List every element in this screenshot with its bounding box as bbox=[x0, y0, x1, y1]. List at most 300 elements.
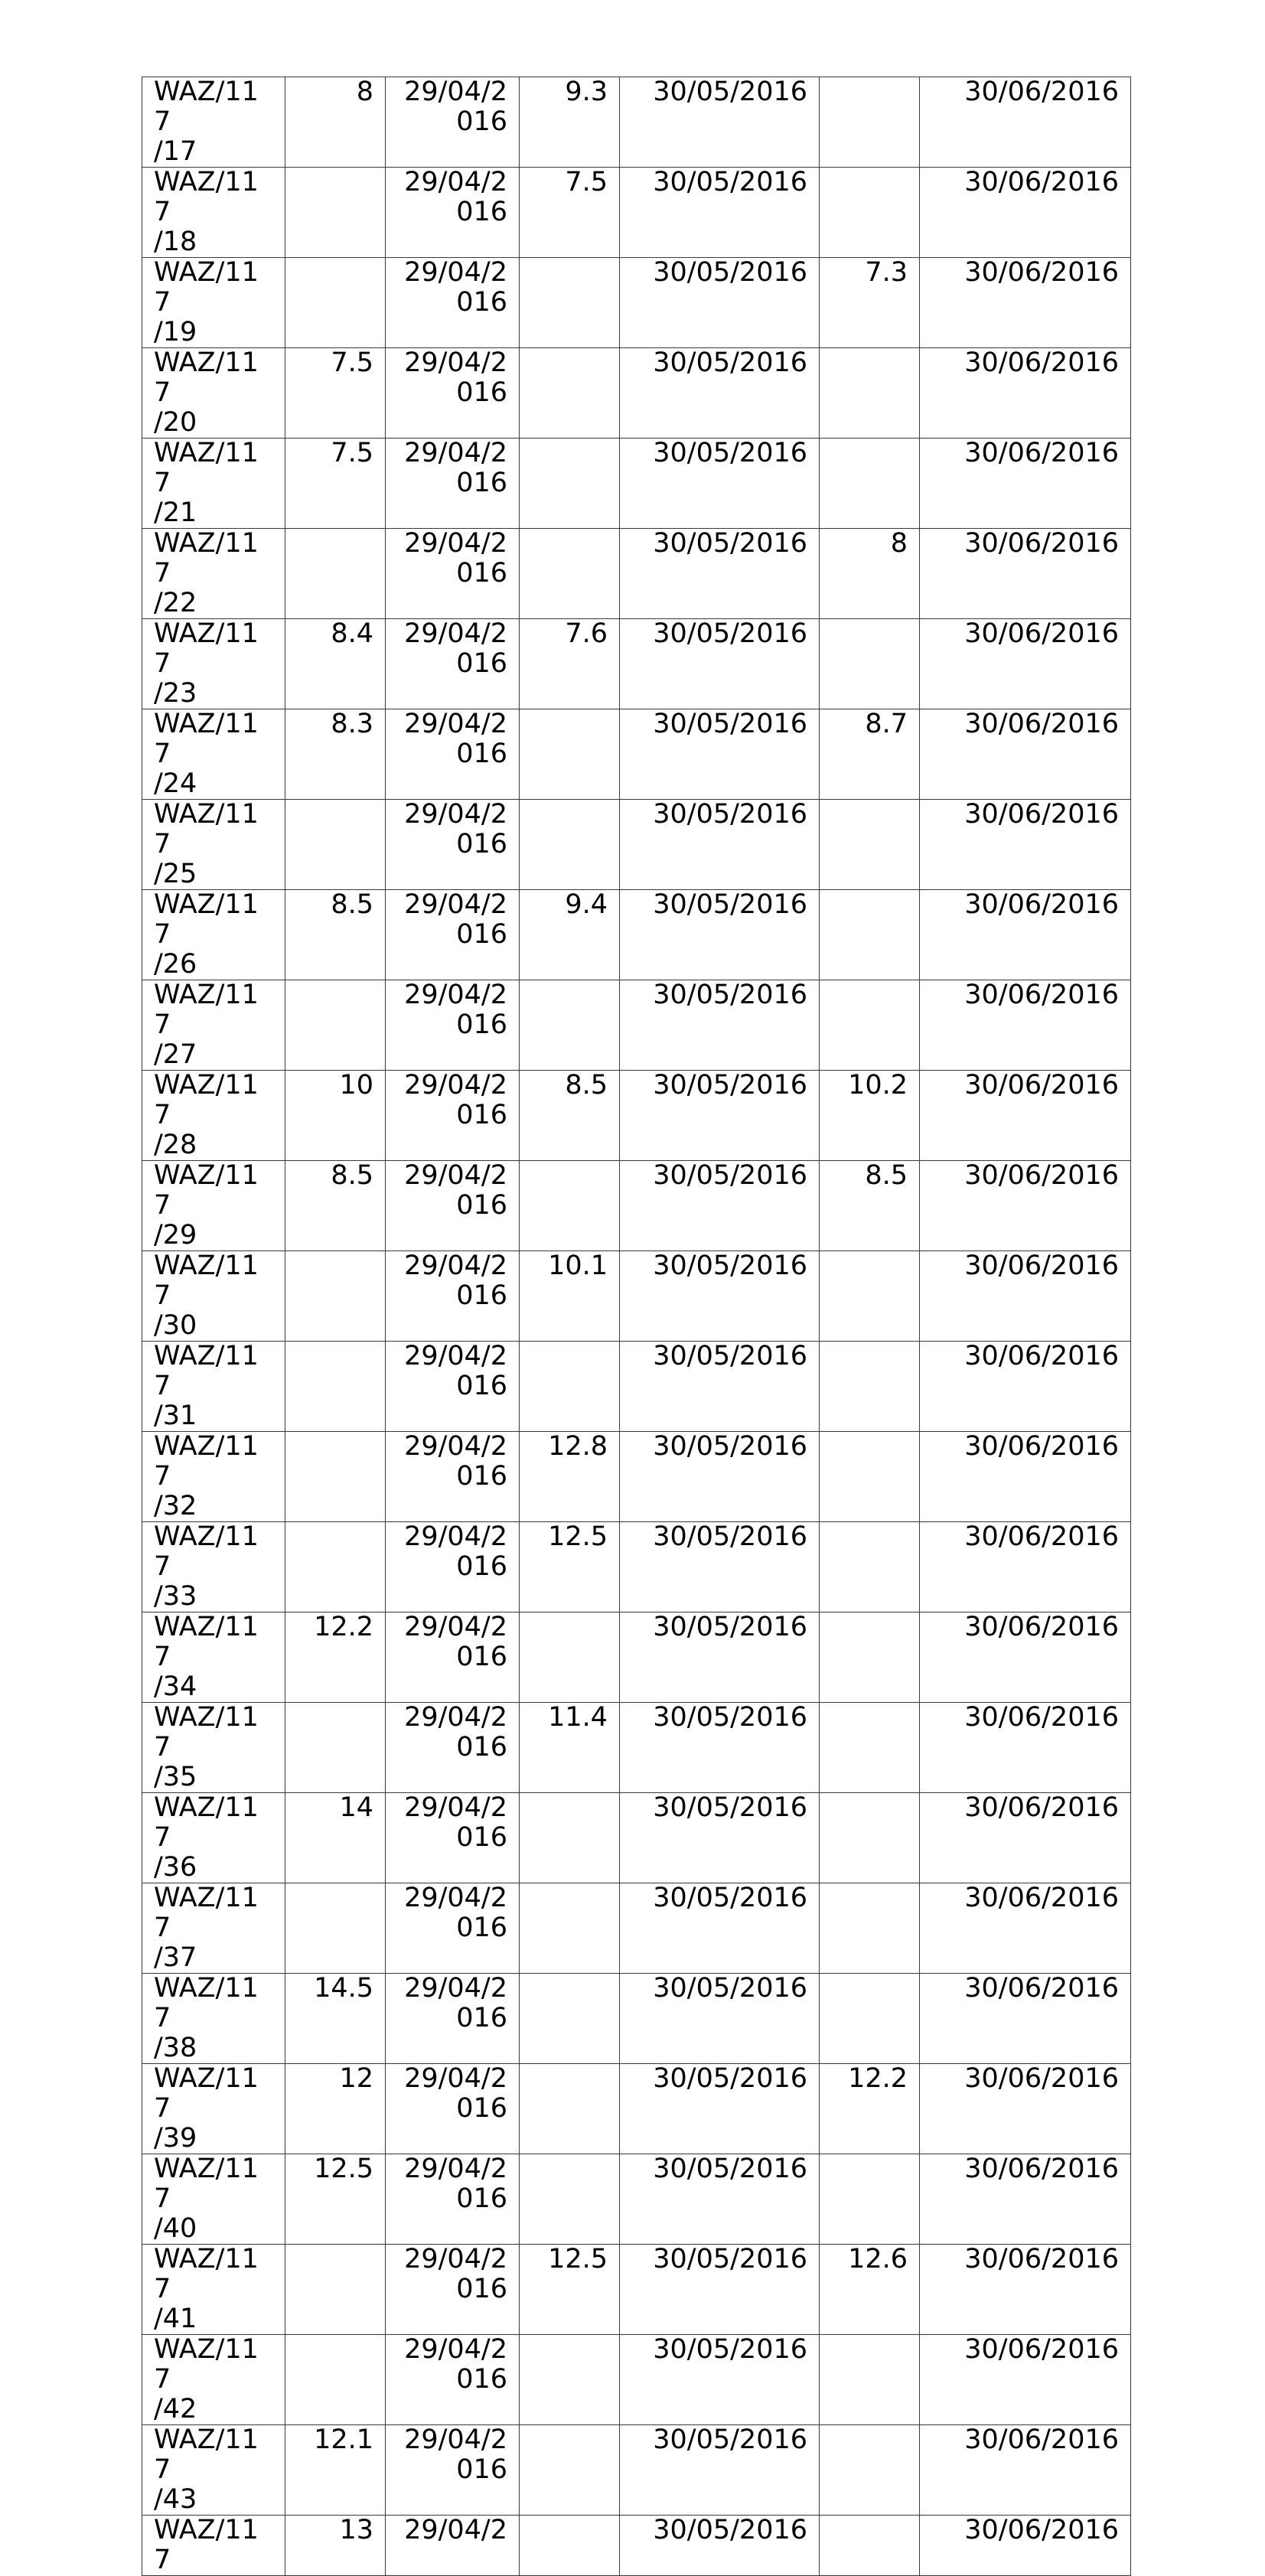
date-1-text: 29/04/2 bbox=[404, 2244, 507, 2274]
value-2-text: 10.1 bbox=[548, 1251, 608, 1281]
record-code-text: WAZ/117 bbox=[154, 257, 259, 318]
value-1-cell bbox=[285, 77, 386, 168]
value-2-cell bbox=[520, 77, 620, 168]
value-1-cell bbox=[285, 258, 386, 348]
table-row bbox=[142, 800, 1131, 890]
date-1-cell bbox=[386, 2335, 520, 2425]
value-2-cell bbox=[520, 1522, 620, 1612]
value-3-cell bbox=[820, 1432, 920, 1522]
value-3-cell bbox=[820, 348, 920, 439]
date-3-cell bbox=[920, 980, 1131, 1071]
date-3-text: 30/06/2016 bbox=[964, 2334, 1119, 2365]
record-code-cell bbox=[142, 258, 285, 348]
record-code-text: WAZ/117 bbox=[154, 1251, 259, 1311]
date-3-cell bbox=[920, 1522, 1131, 1612]
date-1-text: 29/04/2 bbox=[404, 618, 507, 649]
table-row bbox=[142, 439, 1131, 529]
date-2-text: 30/05/2016 bbox=[653, 1521, 807, 1552]
date-1-text: 29/04/2 bbox=[404, 438, 507, 468]
record-code-text: WAZ/117 bbox=[154, 2154, 259, 2214]
date-3-cell bbox=[920, 1793, 1131, 1883]
date-1-cell bbox=[386, 2064, 520, 2154]
date-1-text: 016 bbox=[456, 377, 507, 408]
value-1-cell bbox=[285, 1612, 386, 1703]
date-3-cell bbox=[920, 1703, 1131, 1793]
date-3-text: 30/06/2016 bbox=[964, 77, 1119, 107]
value-2-cell bbox=[520, 980, 620, 1071]
date-1-text: 016 bbox=[456, 1100, 507, 1130]
value-3-cell bbox=[820, 2154, 920, 2245]
date-3-cell bbox=[920, 1161, 1131, 1251]
date-1-text: 29/04/2 bbox=[404, 980, 507, 1010]
date-1-text: 29/04/2 bbox=[404, 1792, 507, 1823]
table-row bbox=[142, 1432, 1131, 1522]
record-code-text: /21 bbox=[154, 497, 197, 528]
table-row bbox=[142, 1612, 1131, 1703]
date-3-text: 30/06/2016 bbox=[964, 2244, 1119, 2274]
record-code-text: WAZ/117 bbox=[154, 1341, 259, 1401]
record-code-text: WAZ/117 bbox=[154, 1070, 259, 1130]
record-code-cell bbox=[142, 2245, 285, 2335]
record-code-text: WAZ/117 bbox=[154, 1431, 259, 1492]
date-3-cell bbox=[920, 2154, 1131, 2245]
value-1-cell bbox=[285, 1883, 386, 1974]
date-3-text: 30/06/2016 bbox=[964, 2424, 1119, 2455]
record-code-text: /20 bbox=[154, 407, 197, 438]
value-2-cell bbox=[520, 1342, 620, 1432]
record-code-cell bbox=[142, 619, 285, 709]
date-1-text: 29/04/2 bbox=[404, 709, 507, 739]
value-2-cell bbox=[520, 1703, 620, 1793]
value-2-text: 12.5 bbox=[548, 1521, 608, 1552]
record-code-text: /18 bbox=[154, 227, 197, 257]
record-code-text: WAZ/117 bbox=[154, 2515, 259, 2575]
date-2-text: 30/05/2016 bbox=[653, 1431, 807, 1462]
date-3-text: 30/06/2016 bbox=[964, 709, 1119, 739]
value-1-cell bbox=[285, 1071, 386, 1161]
record-code-text: WAZ/117 bbox=[154, 709, 259, 769]
date-1-text: 016 bbox=[456, 739, 507, 769]
date-3-text: 30/06/2016 bbox=[964, 347, 1119, 378]
date-3-text: 30/06/2016 bbox=[964, 1612, 1119, 1642]
date-1-text: 29/04/2 bbox=[404, 2154, 507, 2184]
table-row bbox=[142, 709, 1131, 800]
value-1-text: 8.3 bbox=[331, 709, 373, 739]
date-2-text: 30/05/2016 bbox=[653, 347, 807, 378]
date-2-text: 30/05/2016 bbox=[653, 889, 807, 920]
value-3-cell bbox=[820, 1522, 920, 1612]
record-code-text: /22 bbox=[154, 588, 197, 618]
value-3-cell bbox=[820, 1974, 920, 2064]
record-code-cell bbox=[142, 168, 285, 258]
value-1-cell bbox=[285, 2154, 386, 2245]
value-3-text: 10.2 bbox=[848, 1070, 908, 1101]
record-code-text: /30 bbox=[154, 1310, 197, 1341]
date-1-cell bbox=[386, 1161, 520, 1251]
table-row bbox=[142, 1161, 1131, 1251]
record-code-cell bbox=[142, 890, 285, 980]
table-row bbox=[142, 1793, 1131, 1883]
record-code-text: /37 bbox=[154, 1942, 197, 1973]
date-2-cell bbox=[620, 709, 820, 800]
value-2-cell bbox=[520, 168, 620, 258]
value-2-text: 7.6 bbox=[565, 618, 608, 649]
date-3-cell bbox=[920, 1342, 1131, 1432]
record-code-cell bbox=[142, 1161, 285, 1251]
value-1-cell bbox=[285, 709, 386, 800]
date-2-text: 30/05/2016 bbox=[653, 257, 807, 288]
value-2-cell bbox=[520, 2335, 620, 2425]
date-1-text: 29/04/2 bbox=[404, 1521, 507, 1552]
value-3-text: 12.6 bbox=[848, 2244, 908, 2274]
date-3-cell bbox=[920, 890, 1131, 980]
value-2-text: 8.5 bbox=[565, 1070, 608, 1101]
date-1-cell bbox=[386, 980, 520, 1071]
date-1-text: 29/04/2 bbox=[404, 1973, 507, 2004]
record-code-text: WAZ/117 bbox=[154, 77, 259, 137]
value-1-cell bbox=[285, 529, 386, 619]
value-1-cell bbox=[285, 890, 386, 980]
date-2-cell bbox=[620, 258, 820, 348]
value-3-cell bbox=[820, 890, 920, 980]
value-2-cell bbox=[520, 2064, 620, 2154]
date-1-text: 016 bbox=[456, 197, 507, 227]
record-code-cell bbox=[142, 1432, 285, 1522]
date-2-cell bbox=[620, 2335, 820, 2425]
value-3-cell bbox=[820, 1251, 920, 1342]
date-2-text: 30/05/2016 bbox=[653, 2063, 807, 2094]
value-2-cell bbox=[520, 1432, 620, 1522]
date-2-text: 30/05/2016 bbox=[653, 2515, 807, 2545]
value-3-cell bbox=[820, 2516, 920, 2576]
table-row bbox=[142, 2245, 1131, 2335]
value-3-cell bbox=[820, 77, 920, 168]
date-3-cell bbox=[920, 2425, 1131, 2516]
date-2-cell bbox=[620, 1161, 820, 1251]
record-code-cell bbox=[142, 1071, 285, 1161]
date-2-text: 30/05/2016 bbox=[653, 167, 807, 197]
record-code-text: WAZ/117 bbox=[154, 1702, 259, 1762]
value-1-text: 8 bbox=[356, 77, 373, 107]
date-2-cell bbox=[620, 619, 820, 709]
value-1-cell bbox=[285, 1342, 386, 1432]
date-3-text: 30/06/2016 bbox=[964, 1792, 1119, 1823]
date-1-text: 016 bbox=[456, 2274, 507, 2304]
table-row bbox=[142, 258, 1131, 348]
value-1-text: 12.2 bbox=[314, 1612, 373, 1642]
value-1-cell bbox=[285, 619, 386, 709]
value-2-cell bbox=[520, 2245, 620, 2335]
date-1-cell bbox=[386, 2154, 520, 2245]
record-code-text: /36 bbox=[154, 1852, 197, 1883]
value-1-text: 8.5 bbox=[331, 889, 373, 920]
date-1-cell bbox=[386, 1251, 520, 1342]
date-2-text: 30/05/2016 bbox=[653, 1251, 807, 1281]
date-2-text: 30/05/2016 bbox=[653, 1883, 807, 1913]
date-3-text: 30/06/2016 bbox=[964, 889, 1119, 920]
date-2-text: 30/05/2016 bbox=[653, 1612, 807, 1642]
record-code-text: WAZ/117 bbox=[154, 2334, 259, 2395]
date-3-text: 30/06/2016 bbox=[964, 1883, 1119, 1913]
date-1-text: 29/04/2 bbox=[404, 1431, 507, 1462]
record-code-text: /34 bbox=[154, 1671, 197, 1702]
date-3-text: 30/06/2016 bbox=[964, 1431, 1119, 1462]
date-1-text: 016 bbox=[456, 287, 507, 318]
date-1-cell bbox=[386, 1974, 520, 2064]
value-3-text: 7.3 bbox=[865, 257, 908, 288]
record-code-text: WAZ/117 bbox=[154, 980, 259, 1040]
value-1-cell bbox=[285, 439, 386, 529]
date-2-cell bbox=[620, 800, 820, 890]
value-3-cell bbox=[820, 709, 920, 800]
date-2-cell bbox=[620, 2516, 820, 2576]
record-code-text: /27 bbox=[154, 1039, 197, 1070]
record-code-cell bbox=[142, 348, 285, 439]
date-3-text: 30/06/2016 bbox=[964, 1160, 1119, 1191]
record-code-text: /33 bbox=[154, 1581, 197, 1612]
value-2-text: 12.8 bbox=[548, 1431, 608, 1462]
table-row bbox=[142, 2154, 1131, 2245]
value-1-cell bbox=[285, 1251, 386, 1342]
value-3-cell bbox=[820, 980, 920, 1071]
record-code-text: /35 bbox=[154, 1762, 197, 1792]
date-2-text: 30/05/2016 bbox=[653, 2424, 807, 2455]
record-code-cell bbox=[142, 2335, 285, 2425]
date-2-text: 30/05/2016 bbox=[653, 1341, 807, 1371]
value-3-cell bbox=[820, 258, 920, 348]
date-2-cell bbox=[620, 2245, 820, 2335]
date-3-cell bbox=[920, 1251, 1131, 1342]
date-3-text: 30/06/2016 bbox=[964, 2154, 1119, 2184]
date-3-text: 30/06/2016 bbox=[964, 1702, 1119, 1733]
date-1-text: 016 bbox=[456, 1371, 507, 1401]
date-2-cell bbox=[620, 529, 820, 619]
date-1-cell bbox=[386, 2516, 520, 2576]
date-3-cell bbox=[920, 1883, 1131, 1974]
date-1-text: 016 bbox=[456, 558, 507, 589]
date-1-text: 016 bbox=[456, 1190, 507, 1221]
value-2-cell bbox=[520, 258, 620, 348]
date-1-text: 016 bbox=[456, 1551, 507, 1582]
date-2-text: 30/05/2016 bbox=[653, 77, 807, 107]
date-3-text: 30/06/2016 bbox=[964, 1070, 1119, 1101]
date-1-cell bbox=[386, 529, 520, 619]
date-2-cell bbox=[620, 890, 820, 980]
date-1-text: 29/04/2 bbox=[404, 77, 507, 107]
value-3-text: 8.7 bbox=[865, 709, 908, 739]
value-1-text: 8.5 bbox=[331, 1160, 373, 1191]
date-1-text: 29/04/2 bbox=[404, 2334, 507, 2365]
table-row bbox=[142, 1883, 1131, 1974]
date-1-cell bbox=[386, 1883, 520, 1974]
date-1-text: 016 bbox=[456, 1822, 507, 1853]
value-3-cell bbox=[820, 1793, 920, 1883]
date-3-text: 30/06/2016 bbox=[964, 799, 1119, 830]
date-3-cell bbox=[920, 619, 1131, 709]
date-1-text: 016 bbox=[456, 2183, 507, 2214]
date-2-text: 30/05/2016 bbox=[653, 1702, 807, 1733]
value-3-cell bbox=[820, 1612, 920, 1703]
date-3-text: 30/06/2016 bbox=[964, 528, 1119, 559]
record-code-cell bbox=[142, 1793, 285, 1883]
date-1-text: 016 bbox=[456, 2003, 507, 2033]
record-code-text: WAZ/117 bbox=[154, 1883, 259, 1943]
record-code-text: /26 bbox=[154, 949, 197, 980]
date-1-cell bbox=[386, 1612, 520, 1703]
date-2-text: 30/05/2016 bbox=[653, 1160, 807, 1191]
value-1-cell bbox=[285, 168, 386, 258]
value-3-cell bbox=[820, 800, 920, 890]
date-2-cell bbox=[620, 2154, 820, 2245]
value-2-cell bbox=[520, 529, 620, 619]
value-1-text: 10 bbox=[339, 1070, 373, 1101]
table-row bbox=[142, 1251, 1131, 1342]
date-3-text: 30/06/2016 bbox=[964, 438, 1119, 468]
record-code-cell bbox=[142, 1703, 285, 1793]
date-2-text: 30/05/2016 bbox=[653, 1792, 807, 1823]
record-code-cell bbox=[142, 2516, 285, 2576]
record-code-text: /25 bbox=[154, 859, 197, 889]
date-3-text: 30/06/2016 bbox=[964, 2063, 1119, 2094]
record-code-cell bbox=[142, 800, 285, 890]
date-1-cell bbox=[386, 1342, 520, 1432]
value-2-cell bbox=[520, 2516, 620, 2576]
date-3-text: 30/06/2016 bbox=[964, 1521, 1119, 1552]
record-code-text: WAZ/117 bbox=[154, 438, 259, 498]
record-code-text: /43 bbox=[154, 2484, 197, 2515]
record-code-text: /39 bbox=[154, 2123, 197, 2154]
date-2-cell bbox=[620, 1342, 820, 1432]
value-2-cell bbox=[520, 1883, 620, 1974]
value-3-cell bbox=[820, 1071, 920, 1161]
date-1-cell bbox=[386, 2245, 520, 2335]
table-row bbox=[142, 1703, 1131, 1793]
record-code-cell bbox=[142, 1883, 285, 1974]
value-2-cell bbox=[520, 2154, 620, 2245]
value-3-cell bbox=[820, 619, 920, 709]
date-2-cell bbox=[620, 1522, 820, 1612]
value-2-cell bbox=[520, 1793, 620, 1883]
date-2-cell bbox=[620, 1974, 820, 2064]
record-code-cell bbox=[142, 709, 285, 800]
record-code-text: /32 bbox=[154, 1491, 197, 1521]
value-2-cell bbox=[520, 1251, 620, 1342]
table-row bbox=[142, 2335, 1131, 2425]
data-table bbox=[142, 77, 1131, 2576]
table-row bbox=[142, 890, 1131, 980]
date-2-text: 30/05/2016 bbox=[653, 1070, 807, 1101]
value-3-cell bbox=[820, 1342, 920, 1432]
table-row bbox=[142, 1522, 1131, 1612]
date-3-text: 30/06/2016 bbox=[964, 1251, 1119, 1281]
date-2-text: 30/05/2016 bbox=[653, 528, 807, 559]
date-1-text: 29/04/2 bbox=[404, 2063, 507, 2094]
value-1-text: 12.1 bbox=[314, 2424, 373, 2455]
record-code-text: WAZ/117 bbox=[154, 2063, 259, 2124]
date-2-text: 30/05/2016 bbox=[653, 2154, 807, 2184]
date-1-cell bbox=[386, 800, 520, 890]
record-code-text: /29 bbox=[154, 1220, 197, 1251]
value-1-cell bbox=[285, 1703, 386, 1793]
table-row bbox=[142, 1071, 1131, 1161]
value-1-cell bbox=[285, 800, 386, 890]
table-row bbox=[142, 77, 1131, 168]
value-2-text: 9.3 bbox=[565, 77, 608, 107]
date-3-cell bbox=[920, 709, 1131, 800]
date-1-text: 016 bbox=[456, 1280, 507, 1311]
value-2-cell bbox=[520, 1612, 620, 1703]
value-1-text: 13 bbox=[339, 2515, 373, 2545]
record-code-text: WAZ/117 bbox=[154, 2424, 259, 2485]
table-row bbox=[142, 1974, 1131, 2064]
value-2-text: 11.4 bbox=[548, 1702, 608, 1733]
value-1-cell bbox=[285, 2064, 386, 2154]
table-row bbox=[142, 2064, 1131, 2154]
date-2-cell bbox=[620, 1703, 820, 1793]
value-3-cell bbox=[820, 439, 920, 529]
record-code-text: /38 bbox=[154, 2033, 197, 2063]
table-row bbox=[142, 1342, 1131, 1432]
value-2-cell bbox=[520, 2425, 620, 2516]
date-1-cell bbox=[386, 439, 520, 529]
date-1-text: 29/04/2 bbox=[404, 1070, 507, 1101]
table-row bbox=[142, 529, 1131, 619]
value-1-text: 7.5 bbox=[331, 347, 373, 378]
date-1-text: 016 bbox=[456, 468, 507, 498]
table-row bbox=[142, 2425, 1131, 2516]
date-3-text: 30/06/2016 bbox=[964, 2515, 1119, 2545]
table-row bbox=[142, 2516, 1131, 2576]
date-1-cell bbox=[386, 890, 520, 980]
value-3-text: 8 bbox=[890, 528, 908, 559]
date-2-text: 30/05/2016 bbox=[653, 2244, 807, 2274]
record-code-text: WAZ/117 bbox=[154, 1612, 259, 1672]
date-3-cell bbox=[920, 2064, 1131, 2154]
record-code-text: /42 bbox=[154, 2394, 197, 2424]
value-2-cell bbox=[520, 348, 620, 439]
value-1-cell bbox=[285, 980, 386, 1071]
date-3-text: 30/06/2016 bbox=[964, 1341, 1119, 1371]
value-1-text: 12.5 bbox=[314, 2154, 373, 2184]
record-code-cell bbox=[142, 77, 285, 168]
table-row bbox=[142, 348, 1131, 439]
table-row bbox=[142, 168, 1131, 258]
date-2-text: 30/05/2016 bbox=[653, 709, 807, 739]
record-code-cell bbox=[142, 529, 285, 619]
value-3-cell bbox=[820, 529, 920, 619]
date-2-cell bbox=[620, 1432, 820, 1522]
value-1-cell bbox=[285, 1161, 386, 1251]
date-3-cell bbox=[920, 2516, 1131, 2576]
date-1-text: 29/04/2 bbox=[404, 799, 507, 830]
record-code-text: WAZ/117 bbox=[154, 1973, 259, 2033]
date-3-cell bbox=[920, 348, 1131, 439]
date-2-cell bbox=[620, 348, 820, 439]
record-code-cell bbox=[142, 1342, 285, 1432]
value-1-cell bbox=[285, 2516, 386, 2576]
record-code-text: /31 bbox=[154, 1400, 197, 1431]
value-2-cell bbox=[520, 1974, 620, 2064]
date-3-cell bbox=[920, 800, 1131, 890]
record-code-text: WAZ/117 bbox=[154, 347, 259, 408]
record-code-text: WAZ/117 bbox=[154, 618, 259, 679]
date-2-cell bbox=[620, 1793, 820, 1883]
record-code-text: /24 bbox=[154, 768, 197, 799]
date-1-text: 29/04/2 bbox=[404, 167, 507, 197]
record-code-cell bbox=[142, 2064, 285, 2154]
value-2-text: 9.4 bbox=[565, 889, 608, 920]
value-2-cell bbox=[520, 439, 620, 529]
